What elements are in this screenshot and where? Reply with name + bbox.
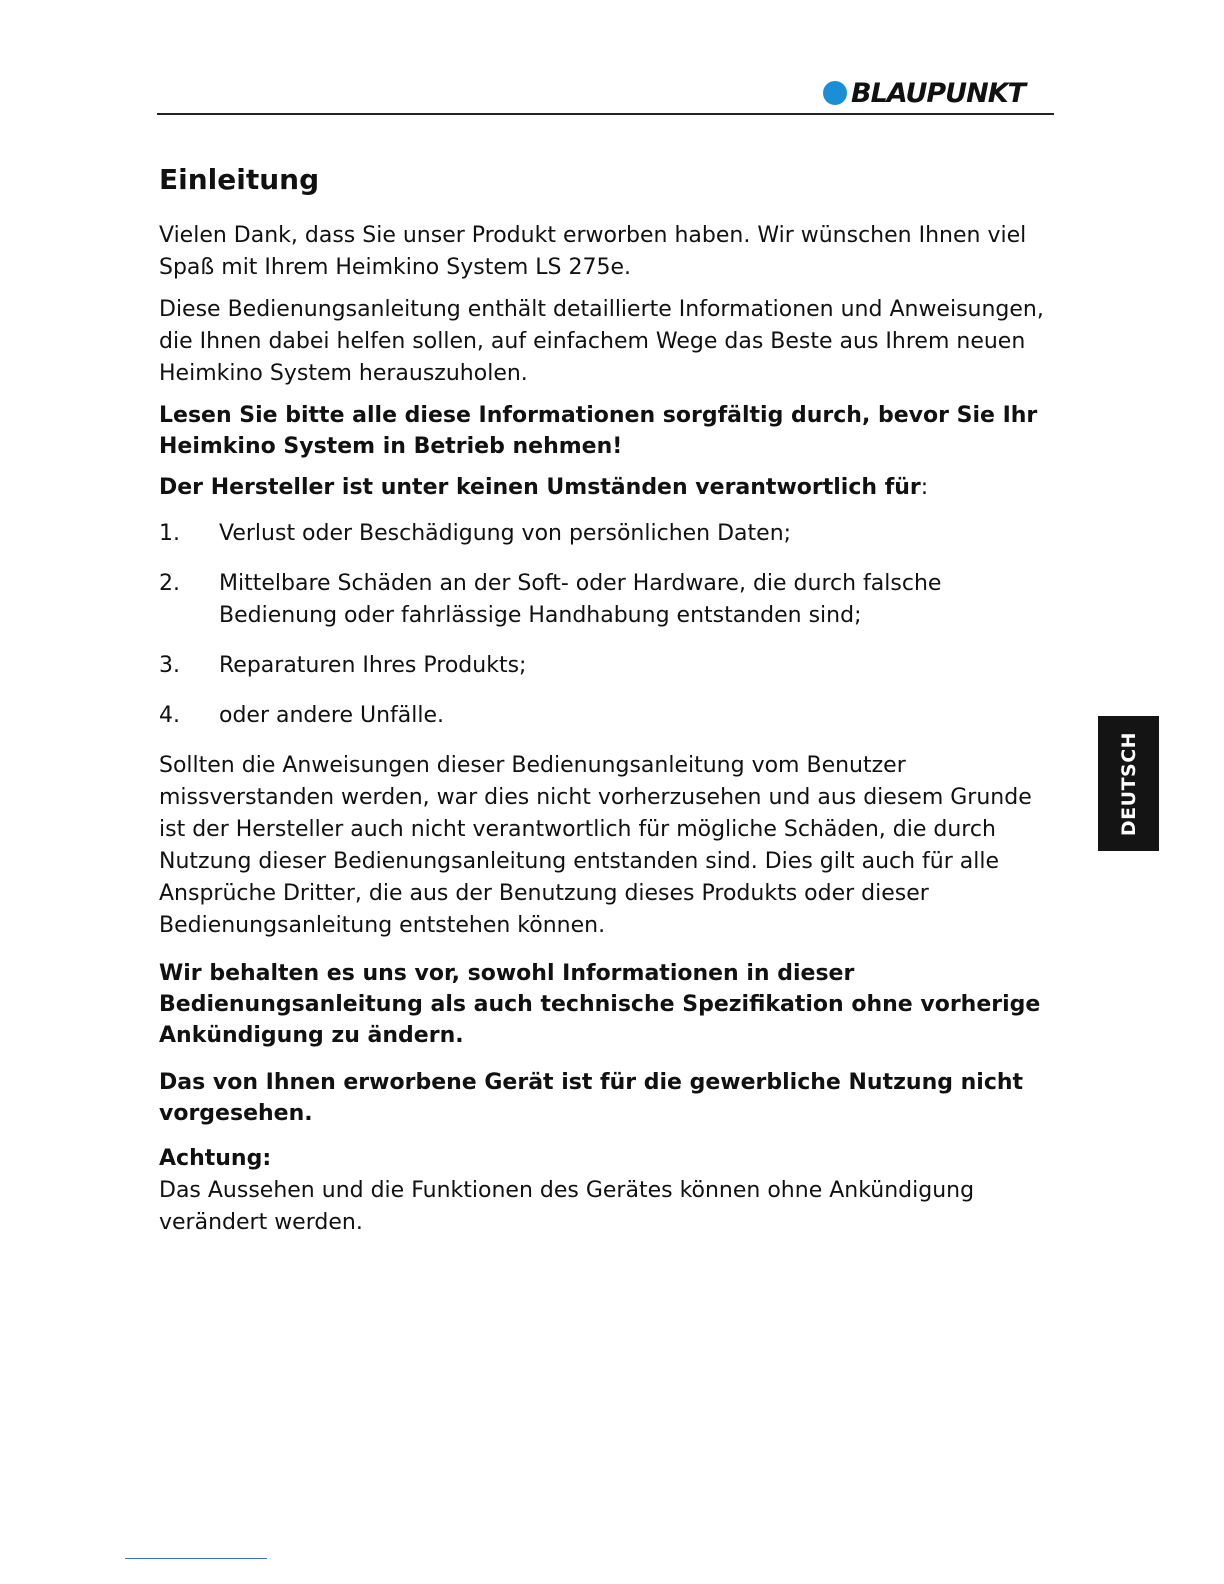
- list-number: 2.: [159, 571, 180, 596]
- language-tab: [1098, 716, 1159, 851]
- liability-heading-colon: :: [920, 475, 929, 500]
- list-number: 4.: [159, 703, 180, 728]
- list-text: Reparaturen Ihres Produkts;: [219, 653, 527, 678]
- list-item: [159, 518, 1049, 550]
- blue-dot-icon: [823, 81, 847, 105]
- page-content: [159, 160, 1049, 1249]
- commercial-use-notice: Das von Ihnen erworbene Gerät ist für die gewerbliche Nutzung nicht vorgesehen.: [159, 1070, 1024, 1126]
- list-text: Verlust oder Beschädigung von persönlichen Daten;: [219, 521, 792, 546]
- manual-paragraph: Diese Bedienungsanleitung enthält detaillierte Informationen und Anweisungen, die Ihnen dabei helfen sollen, auf einfachem Wege das Beste aus Ihrem neuen Heimkino System herauszuholen.: [159, 297, 1044, 386]
- list-text: oder andere Unfälle.: [219, 703, 445, 728]
- liability-list: [159, 518, 1049, 732]
- reservation-notice: Wir behalten es uns vor, sowohl Informationen in dieser Bedienungsanleitung als auch technische Spezifikation ohne vorherige Ankündigung zu ändern.: [159, 961, 1041, 1048]
- attention-text: Das Aussehen und die Funktionen des Gerätes können ohne Ankündigung verändert werden.: [159, 1178, 975, 1235]
- brand-logo: [823, 78, 1025, 108]
- list-text: Mittelbare Schäden an der Soft- oder Hardware, die durch falsche Bedienung oder fahrlässige Handhabung entstanden sind;: [219, 571, 942, 628]
- liability-heading-text: Der Hersteller ist unter keinen Umständen verantwortlich für: [159, 475, 921, 500]
- language-tab-label: DEUTSCH: [1117, 731, 1140, 836]
- list-item: [159, 568, 1049, 632]
- attention-heading: Achtung:: [159, 1146, 272, 1171]
- list-item: [159, 650, 1049, 682]
- list-number: 1.: [159, 521, 180, 546]
- list-item: [159, 700, 1049, 732]
- header-rule: [157, 113, 1054, 115]
- liability-heading: [159, 472, 1049, 504]
- read-warning: Lesen Sie bitte alle diese Informationen sorgfältig durch, bevor Sie Ihr Heimkino System in Betrieb nehmen!: [159, 403, 1038, 459]
- intro-paragraph: Vielen Dank, dass Sie unser Produkt erworben haben. Wir wünschen Ihnen viel Spaß mit Ihrem Heimkino System LS 275e.: [159, 223, 1027, 280]
- footer-link-line: [125, 1558, 267, 1559]
- disclaimer-paragraph: Sollten die Anweisungen dieser Bedienungsanleitung vom Benutzer missverstanden werden, war dies nicht vorherzusehen und aus diesem Grunde ist der Hersteller auch nicht verantwortlich für mögliche Schäden, die durch Nutzung dieser Bedienungsanleitung entstanden sind. Dies gilt auch für alle Ansprüche Dritter, die aus der Benutzung dieses Produkts oder dieser Bedienungsanleitung entstehen können.: [159, 753, 1032, 938]
- list-number: 3.: [159, 653, 180, 678]
- page-title: Einleitung: [159, 163, 320, 196]
- brand-name: BLAUPUNKT: [851, 77, 1026, 109]
